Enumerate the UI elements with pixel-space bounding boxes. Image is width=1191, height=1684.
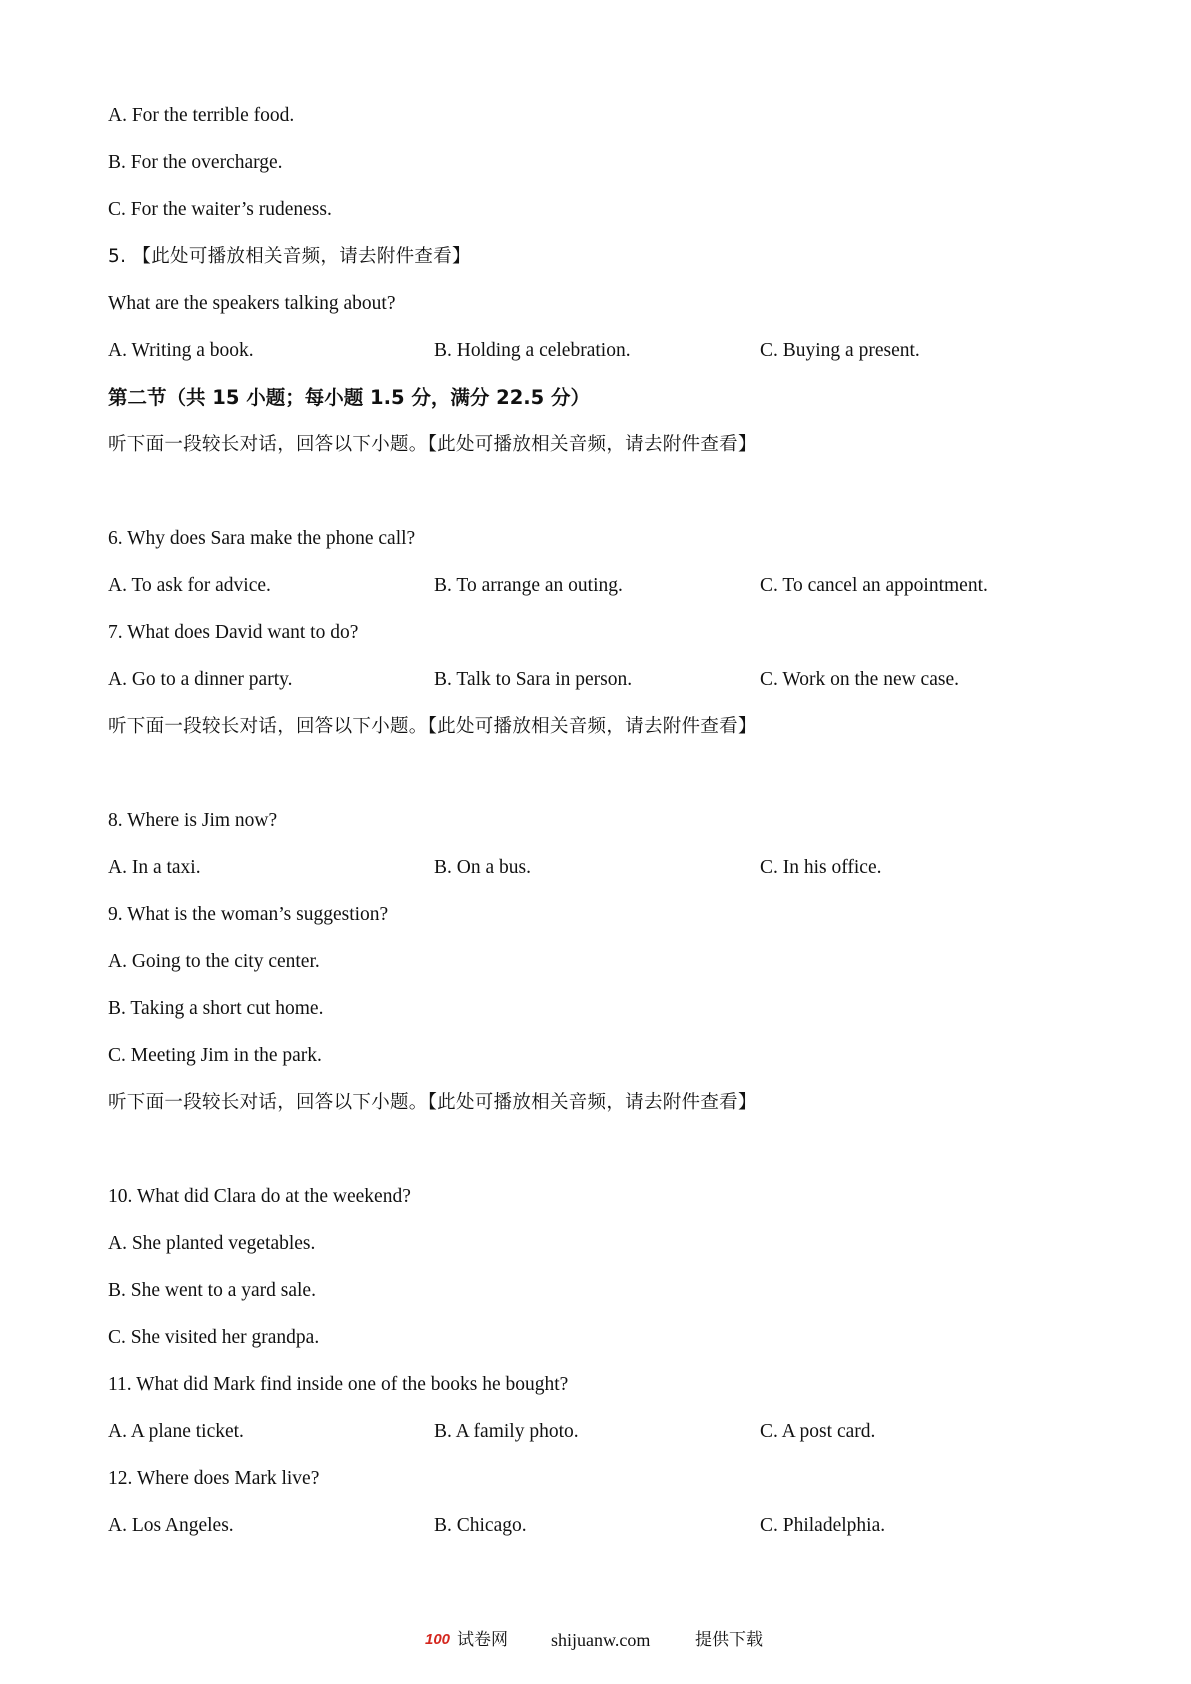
q8-option-b: B. On a bus. [434,857,531,878]
q11-option-a: A. A plane ticket. [108,1421,244,1442]
section-heading: 第二节（共 15 小题；每小题 1.5 分，满分 22.5 分） [108,386,591,409]
page-footer [425,1628,825,1652]
q12-option-c: C. Philadelphia. [760,1515,886,1536]
footer-site-link[interactable]: shijuanw.com [551,1630,651,1650]
q7-option-b: B. Talk to Sara in person. [434,669,633,690]
q10-option-a: A. She planted vegetables. [108,1233,316,1254]
q8-question: 8. Where is Jim now? [108,810,278,831]
q6-option-b: B. To arrange an outing. [434,575,623,596]
q11-option-b: B. A family photo. [434,1421,579,1442]
q9-option-c: C. Meeting Jim in the park. [108,1045,322,1066]
audio-instruction-3: 听下面一段较长对话，回答以下小题。【此处可播放相关音频，请去附件查看】 [108,1092,757,1113]
audio-instruction-2: 听下面一段较长对话，回答以下小题。【此处可播放相关音频，请去附件查看】 [108,716,757,737]
q5-option-c: C. Buying a present. [760,340,920,361]
q10-option-c: C. She visited her grandpa. [108,1327,320,1348]
footer-download-text: 提供下载 [695,1630,763,1650]
q5-question: What are the speakers talking about? [108,293,396,314]
q5-options [108,339,1108,363]
audio-instruction-1: 听下面一段较长对话，回答以下小题。【此处可播放相关音频，请去附件查看】 [108,434,757,455]
q10-question: 10. What did Clara do at the weekend? [108,1186,411,1207]
q8-option-a: A. In a taxi. [108,857,201,878]
q5-option-a: A. Writing a book. [108,340,254,361]
q12-options [108,1514,1108,1538]
site-logo: 100 [425,1631,451,1648]
q6-option-c: C. To cancel an appointment. [760,575,988,596]
q12-question: 12. Where does Mark live? [108,1468,320,1489]
q7-options [108,668,1108,692]
q5-option-b: B. Holding a celebration. [434,340,631,361]
q4-option-a: A. For the terrible food. [108,105,295,126]
q7-question: 7. What does David want to do? [108,622,359,643]
q4-option-b: B. For the overcharge. [108,152,283,173]
q11-question: 11. What did Mark find inside one of the books he bought? [108,1374,569,1395]
q9-question: 9. What is the woman’s suggestion? [108,904,389,925]
q11-options [108,1420,1108,1444]
q8-options [108,856,1108,880]
q6-options [108,574,1108,598]
q5-audio-note: 5. 【此处可播放相关音频，请去附件查看】 [108,246,471,267]
q6-question: 6. Why does Sara make the phone call? [108,528,416,549]
footer-brand: 试卷网 [457,1630,508,1650]
q9-option-a: A. Going to the city center. [108,951,320,972]
q12-option-a: A. Los Angeles. [108,1515,234,1536]
q12-option-b: B. Chicago. [434,1515,527,1536]
q10-option-b: B. She went to a yard sale. [108,1280,316,1301]
q11-option-c: C. A post card. [760,1421,876,1442]
q7-option-c: C. Work on the new case. [760,669,959,690]
q7-option-a: A. Go to a dinner party. [108,669,293,690]
q6-option-a: A. To ask for advice. [108,575,271,596]
q9-option-b: B. Taking a short cut home. [108,998,324,1019]
q4-option-c: C. For the waiter’s rudeness. [108,199,332,220]
q8-option-c: C. In his office. [760,857,882,878]
